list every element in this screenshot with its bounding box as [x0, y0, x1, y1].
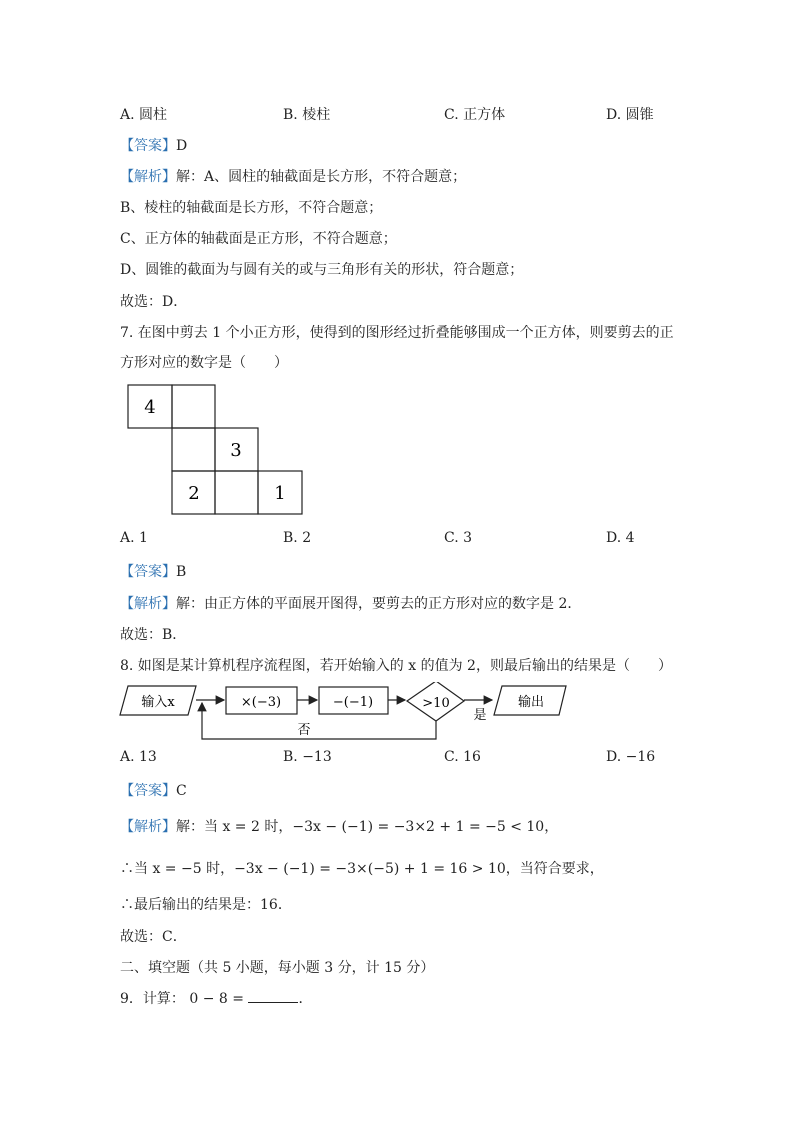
- q6-analysis-line: D、圆锥的截面为与圆有关的或与三角形有关的形状，符合题意；: [120, 262, 524, 278]
- flow-yes-label: 是: [473, 708, 487, 723]
- q6-option-b: B. 棱柱: [283, 107, 331, 123]
- cube-net-figure: [126, 383, 306, 517]
- q7-analysis: [120, 593, 581, 613]
- flow-input-label: 输入x: [141, 695, 175, 710]
- answer-value: B: [176, 564, 187, 580]
- section-heading: 二、填空题（共 5 小题，每小题 3 分，计 15 分）: [120, 960, 435, 976]
- q8-option-a: A. 13: [120, 749, 157, 765]
- q7-stem-line-1: 7. 在图中剪去 1 个小正方形，使得到的图形经过折叠能够围成一个正方体，则要剪去的正: [120, 325, 674, 341]
- answer-tag: 【答案】: [120, 138, 176, 154]
- q8-option-c: C. 16: [444, 749, 481, 765]
- net-label-4: 4: [144, 397, 156, 418]
- analysis-tag: 【解析】: [120, 169, 176, 185]
- flow-output-label: 输出: [517, 695, 545, 710]
- answer-tag: 【答案】: [120, 564, 176, 580]
- q9-prefix: 9．计算： 0 − 8 =: [120, 991, 249, 1007]
- answer-value: D: [176, 138, 188, 154]
- q7-stem-line-2: 方形对应的数字是（ ）: [120, 355, 288, 371]
- q6-option-d: D. 圆锥: [606, 107, 654, 123]
- q7-conclusion: 故选：B．: [120, 627, 187, 643]
- analysis-tag: 【解析】: [120, 596, 176, 612]
- q6-analysis-line: B、棱柱的轴截面是长方形，不符合题意；: [120, 200, 383, 216]
- q6-answer: [120, 135, 187, 155]
- q8-option-b: B. −13: [283, 749, 332, 765]
- answer-tag: 【答案】: [120, 783, 176, 799]
- net-square: [215, 471, 258, 514]
- q8-option-d: D. −16: [606, 749, 656, 765]
- analysis-tag: 【解析】: [120, 819, 176, 835]
- analysis-text: 解：A、圆柱的轴截面是长方形，不符合题意；: [176, 169, 467, 185]
- q6-analysis-line: [120, 166, 466, 186]
- q8-answer: [120, 780, 187, 800]
- q7-answer: [120, 561, 186, 581]
- net-square: [172, 428, 215, 471]
- q6-analysis-line: C、正方体的轴截面是正方形，不符合题意；: [120, 231, 397, 247]
- q8-stem: 8. 如图是某计算机程序流程图，若开始输入的 x 的值为 2，则最后输出的结果是（ ）: [120, 658, 672, 674]
- net-label-3: 3: [230, 440, 242, 461]
- q8-conclusion: 故选：C．: [120, 929, 187, 945]
- q6-option-c: C. 正方体: [444, 107, 506, 123]
- flow-condition-label: >10: [422, 696, 450, 711]
- q8-analysis-line: [120, 816, 558, 836]
- q7-option-d: D. 4: [606, 530, 635, 546]
- net-label-1: 1: [274, 483, 286, 504]
- flowchart: [116, 682, 576, 744]
- q7-option-c: C. 3: [444, 530, 473, 546]
- q7-option-a: A. 1: [120, 530, 148, 546]
- q7-option-b: B. 2: [283, 530, 312, 546]
- flow-step1-label: ×(−3): [240, 695, 282, 710]
- analysis-text: 解：由正方体的平面展开图得，要剪去的正方形对应的数字是 2．: [176, 596, 582, 612]
- net-label-2: 2: [188, 483, 200, 504]
- q9-answer-blank[interactable]: [248, 990, 298, 1003]
- flow-step2-label: −(−1): [332, 695, 374, 710]
- analysis-text: 解：当 x = 2 时，−3x − (−1) = −3×2 + 1 = −5 < 10，: [176, 819, 559, 835]
- q6-conclusion: 故选：D．: [120, 294, 188, 310]
- q9-suffix: ．: [298, 991, 313, 1007]
- q6-option-a: A. 圆柱: [120, 107, 168, 123]
- flow-no-label: 否: [297, 723, 311, 738]
- net-square: [172, 385, 215, 428]
- q8-analysis-line: ∴当 x = −5 时，−3x − (−1) = −3×(−5) + 1 = 16 > 10，当符合要求，: [120, 861, 604, 877]
- q8-analysis-line: ∴最后输出的结果是：16．: [120, 897, 292, 913]
- answer-value: C: [176, 783, 187, 799]
- q9-stem: [120, 988, 312, 1008]
